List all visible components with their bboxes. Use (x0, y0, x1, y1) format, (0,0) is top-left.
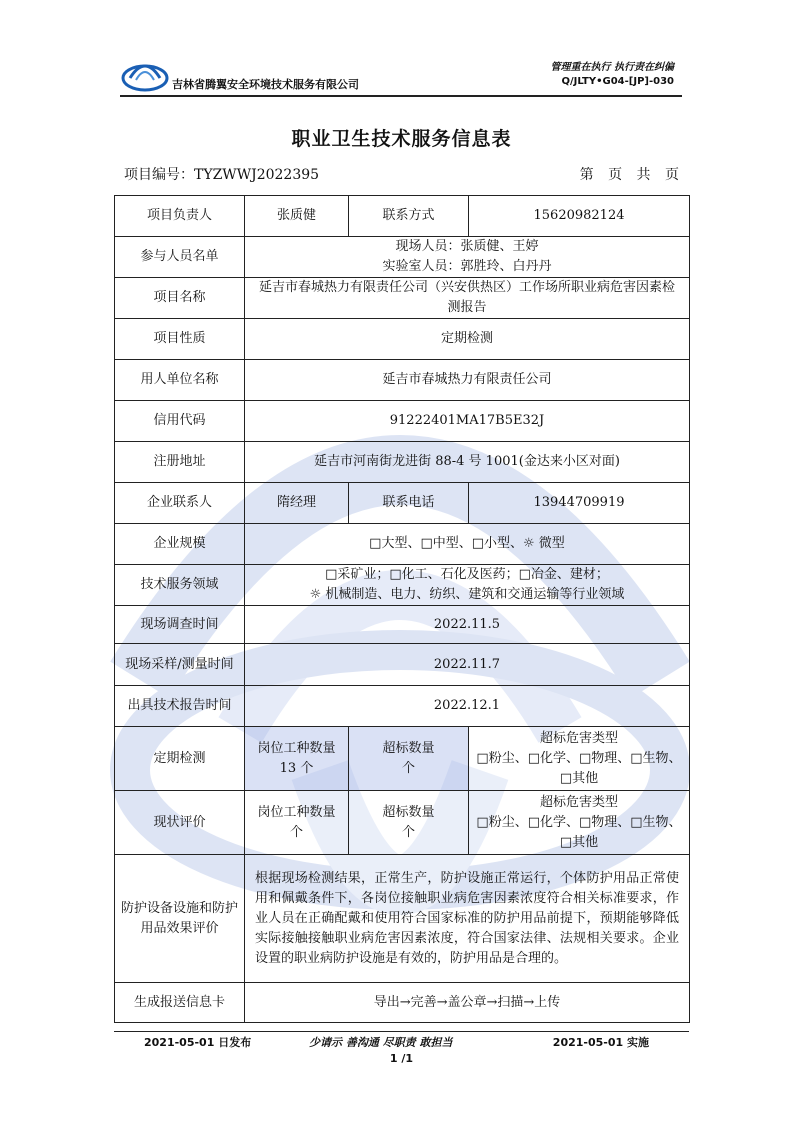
card-label: 生成报送信息卡 (115, 983, 245, 1023)
table-row (115, 483, 690, 524)
publish-date: 2021-05-01 日发布 (144, 1036, 252, 1049)
status-exceed (349, 791, 469, 855)
table-row (115, 278, 690, 319)
company-name: 吉林省腾翼安全环境技术服务有限公司 (172, 78, 359, 91)
table-row (115, 644, 690, 686)
scale-value: □大型、□中型、□小型、☼ 微型 (245, 524, 690, 565)
participants-label: 参与人员名单 (115, 237, 245, 278)
participants-line: 现场人员：张质健、王婷 (395, 239, 539, 254)
sampling-time-label: 现场采样/测量时间 (115, 644, 245, 686)
table-row (115, 401, 690, 442)
phone-value: 13944709919 (469, 483, 690, 524)
page-indicator: 第 页 共 页 (579, 167, 679, 183)
periodic-label: 定期检测 (115, 727, 245, 791)
status-label: 现状评价 (115, 791, 245, 855)
table-row (115, 855, 690, 983)
credit-code-value: 91222401MA17B5E32J (245, 401, 690, 442)
status-posts (245, 791, 349, 855)
project-name-value: 延吉市春城热力有限责任公司（兴安供热区）工作场所职业病危害因素检测报告 (245, 278, 690, 319)
periodic-hazard-types: □粉尘、□化学、□物理、□生物、□其他 (476, 750, 682, 786)
credit-code-label: 信用代码 (115, 401, 245, 442)
status-hazard-types: □粉尘、□化学、□物理、□生物、□其他 (476, 814, 682, 850)
periodic-exceed (349, 727, 469, 791)
table-row (115, 237, 690, 278)
table-row (115, 983, 690, 1023)
status-posts-value: 个 (289, 824, 303, 840)
table-row (115, 442, 690, 483)
survey-time-label: 现场调查时间 (115, 606, 245, 644)
leader-label: 项目负责人 (115, 196, 245, 237)
project-number-label: 项目编号： (124, 167, 194, 183)
project-number (124, 164, 319, 184)
participants-value (245, 237, 690, 278)
report-time-label: 出具技术报告时间 (115, 686, 245, 727)
contact-label: 联系方式 (349, 196, 469, 237)
table-row (115, 791, 690, 855)
table-row (115, 727, 690, 791)
page-number: 1 /1 (389, 1052, 414, 1065)
table-row (115, 319, 690, 360)
info-table (114, 195, 690, 1023)
leader-value: 张质健 (245, 196, 349, 237)
status-exceed-label: 超标数量 (382, 804, 435, 820)
project-name-label: 项目名称 (115, 278, 245, 319)
periodic-hazard (469, 727, 690, 791)
periodic-exceed-value: 个 (401, 760, 415, 776)
implement-date: 2021-05-01 实施 (552, 1036, 649, 1049)
table-row (115, 196, 690, 237)
status-hazard-title: 超标危害类型 (539, 794, 618, 810)
table-row (115, 524, 690, 565)
periodic-posts (245, 727, 349, 791)
employer-value: 延吉市春城热力有限责任公司 (245, 360, 690, 401)
project-number-value: TYZWWJ2022395 (194, 167, 320, 183)
employer-label: 用人单位名称 (115, 360, 245, 401)
address-value: 延吉市河南街龙进街 88-4 号 1001(金达来小区对面) (245, 442, 690, 483)
header-divider (120, 95, 682, 97)
domain-line: ☼ 机械制造、电力、纺织、建筑和交通运输等行业领域 (309, 587, 625, 602)
status-hazard (469, 791, 690, 855)
periodic-posts-value: 13 个 (279, 760, 314, 776)
company-motto: 管理重在执行 执行责在纠偏 (550, 62, 674, 73)
document-code: Q/JLTY•G04-[JP]-030 (561, 76, 674, 87)
company-contact-label: 企业联系人 (115, 483, 245, 524)
page-title: 职业卫生技术服务信息表 (291, 128, 512, 150)
sampling-time-value: 2022.11.7 (245, 644, 690, 686)
card-flow: 导出→完善→盖公章→扫描→上传 (245, 983, 690, 1023)
table-row (115, 565, 690, 606)
report-time-value: 2022.12.1 (245, 686, 690, 727)
periodic-posts-label: 岗位工种数量 (257, 740, 336, 756)
project-nature-label: 项目性质 (115, 319, 245, 360)
company-logo-icon (120, 54, 170, 94)
project-nature-value: 定期检测 (245, 319, 690, 360)
footer-slogan: 少请示 善沟通 尽职责 敢担当 (309, 1036, 453, 1049)
company-contact-value: 隋经理 (245, 483, 349, 524)
survey-time-value: 2022.11.5 (245, 606, 690, 644)
domain-value (245, 565, 690, 606)
scale-label: 企业规模 (115, 524, 245, 565)
table-row (115, 686, 690, 727)
participants-line: 实验室人员：郭胜玲、白丹丹 (382, 259, 552, 274)
protection-text: 根据现场检测结果，正常生产，防护设施正常运行，个体防护用品正常使用和佩戴条件下，各岗位接触职业病危害因素浓度符合相关标准要求，作业人员在正确配戴和使用符合国家标准的防护用品前提下，预期能够降低实际接触接触职业病危害因素浓度，符合国家法律、法规相关要求。企业设置的职业病防护设施是有效的，防护用品是合理的。 (245, 855, 690, 983)
phone-label: 联系电话 (349, 483, 469, 524)
document-header (120, 54, 680, 98)
table-row (115, 360, 690, 401)
domain-line: □采矿业；□化工、石化及医药；□冶金、建材； (325, 567, 609, 582)
status-exceed-value: 个 (401, 824, 415, 840)
status-posts-label: 岗位工种数量 (257, 804, 336, 820)
contact-value: 15620982124 (469, 196, 690, 237)
document-footer (114, 1034, 689, 1050)
periodic-exceed-label: 超标数量 (382, 740, 435, 756)
domain-label: 技术服务领域 (115, 565, 245, 606)
footer-divider (114, 1031, 689, 1032)
table-row (115, 606, 690, 644)
periodic-hazard-title: 超标危害类型 (539, 730, 618, 746)
protection-label: 防护设备设施和防护用品效果评价 (115, 855, 245, 983)
address-label: 注册地址 (115, 442, 245, 483)
